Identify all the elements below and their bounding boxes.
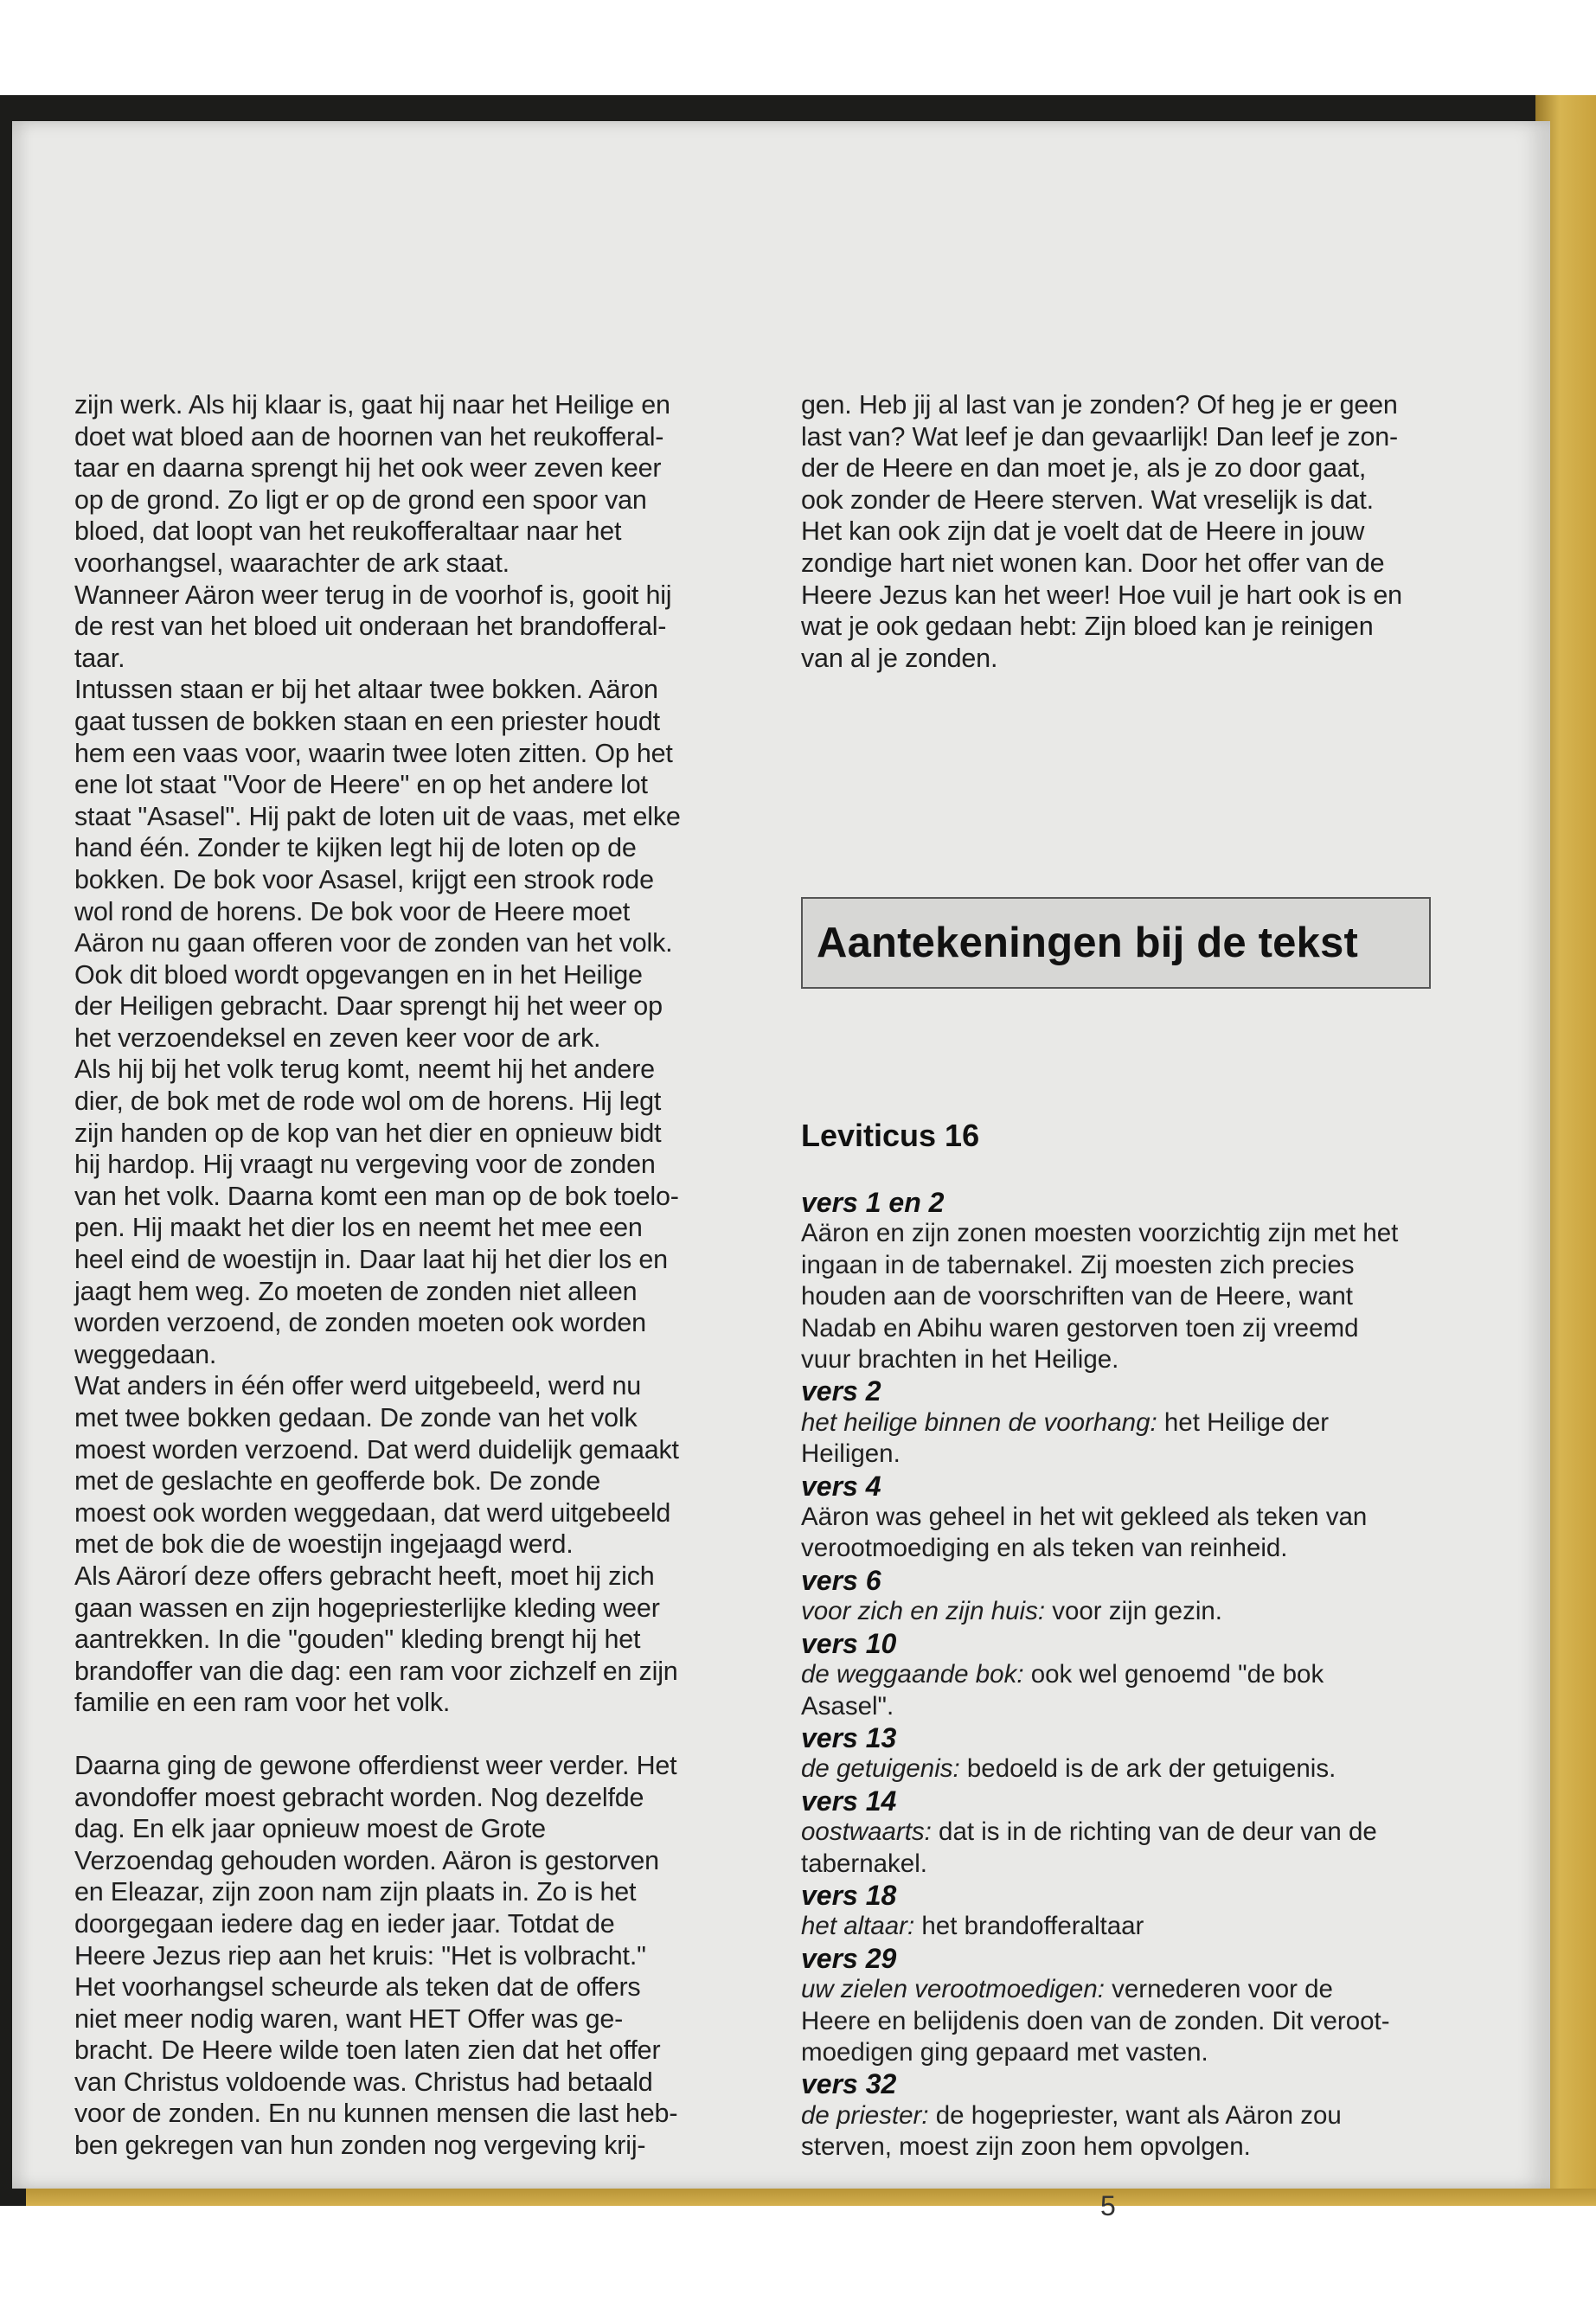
verse-note-text: de hogepriester, want als Aäron zou xyxy=(928,2100,1342,2130)
verse-note-text: Aäron en zijn zonen moesten voorzichtig zijn met het xyxy=(801,1219,1399,1248)
verse-term: het altaar: xyxy=(801,1912,915,1941)
text-line: niet meer nodig waren, want HET Offer was ge- xyxy=(74,2003,624,2034)
text-line: Ook dit bloed wordt opgevangen en in het Heilige xyxy=(74,959,643,990)
text-line: taar. xyxy=(74,643,125,673)
verse-note-line xyxy=(801,1407,1441,1439)
text-line: Wat anders in één offer werd uitgebeeld, werd nu xyxy=(74,1371,642,1401)
text-line: der de Heere en dan moet je, als je zo door gaat, xyxy=(801,453,1367,484)
text-line: Het kan ook zijn dat je voelt dat de Heere in jouw xyxy=(801,516,1365,547)
text-line: bloed, dat loopt van het reukofferaltaar naar het xyxy=(74,516,622,547)
verse-note-text: Heiligen. xyxy=(801,1439,901,1469)
verse-note-line xyxy=(801,1533,1441,1564)
text-line: hem een vaas voor, waarin twee loten zitten. Op het xyxy=(74,738,673,768)
verse-note-text: Asasel". xyxy=(801,1691,894,1721)
verse-term: uw zielen verootmoedigen: xyxy=(801,1975,1105,2004)
text-line: Aäron nu gaan offeren voor de zonden van het volk. xyxy=(74,928,673,958)
verse-note-line xyxy=(801,2037,1441,2068)
verse-note-line xyxy=(801,1753,1441,1785)
text-line: ben gekregen van hun zonden nog vergeving krij- xyxy=(74,2131,646,2161)
verse-label: vers 18 xyxy=(801,1879,897,1911)
text-line: moest worden verzoend. Dat werd duidelijk gemaakt xyxy=(74,1434,679,1465)
verse-note-text: Nadab en Abihu waren gestorven toen zij vreemd xyxy=(801,1313,1359,1343)
verse-term: het heilige binnen de voorhang: xyxy=(801,1407,1157,1437)
verse-term: de weggaande bok: xyxy=(801,1660,1024,1689)
verse-note-text: sterven, moest zijn zoon hem opvolgen. xyxy=(801,2132,1251,2162)
verse-note-line xyxy=(801,1344,1441,1375)
text-line: dag. En elk jaar opnieuw moest de Grote xyxy=(74,1814,546,1844)
verse-note-line xyxy=(801,1659,1441,1690)
text-line: aantrekken. In die "gouden" kleding brengt hij het xyxy=(74,1625,641,1655)
verse-note-text: dat is in de richting van de deur van de xyxy=(931,1817,1377,1847)
verse-note-text: voor zijn gezin. xyxy=(1045,1597,1222,1626)
text-line: weggedaan. xyxy=(74,1339,217,1369)
text-line: brandoffer van die dag: een ram voor zichzelf en zijn xyxy=(74,1656,678,1686)
text-line: wol rond de horens. De bok voor de Heere moet xyxy=(74,896,631,926)
book-cover-bottom-edge xyxy=(26,2189,1596,2206)
verse-note-line xyxy=(801,2006,1441,2037)
text-line: der Heiligen gebracht. Daar sprengt hij het weer op xyxy=(74,991,663,1022)
text-line: zijn werk. Als hij klaar is, gaat hij naar het Heilige en xyxy=(74,390,670,420)
text-line: zondige hart niet wonen kan. Door het offer van de xyxy=(801,548,1385,578)
verse-note-text: vuur brachten in het Heilige. xyxy=(801,1345,1119,1375)
verse-note-text: houden aan de voorschriften van de Heere, want xyxy=(801,1282,1353,1311)
verse-term: oostwaarts: xyxy=(801,1817,932,1847)
text-line: taar en daarna sprengt hij het ook weer zeven keer xyxy=(74,453,662,484)
verse-note-line xyxy=(801,1691,1441,1722)
text-line: avondoffer moest gebracht worden. Nog dezelfde xyxy=(74,1782,644,1812)
text-line: last van? Wat leef je dan gevaarlijk! Dan leef je zon- xyxy=(801,421,1398,452)
text-line: moest ook worden weggedaan, dat werd uitgebeeld xyxy=(74,1497,671,1528)
verse-label: vers 4 xyxy=(801,1470,881,1502)
left-paragraph-1 xyxy=(74,389,715,1719)
text-line: doet wat bloed aan de hoornen van het reukofferal- xyxy=(74,421,664,452)
verse-note-text: bedoeld is de ark der getuigenis. xyxy=(959,1754,1336,1784)
text-line: Als Aärorí deze offers gebracht heeft, moet hij zich xyxy=(74,1561,655,1591)
text-line: Het voorhangsel scheurde als teken dat de offers xyxy=(74,1972,641,2003)
verse-note-text: vernederen voor de xyxy=(1104,1975,1333,2004)
text-line: wat je ook gedaan hebt: Zijn bloed kan je reinigen xyxy=(801,612,1374,642)
verse-note-line xyxy=(801,1281,1441,1312)
text-line: heel eind de woestijn in. Daar laat hij het dier los en xyxy=(74,1245,668,1275)
verse-note-text: verootmoediging en als teken van reinheid. xyxy=(801,1534,1288,1563)
verse-term: de priester: xyxy=(801,2100,929,2130)
verse-note-line xyxy=(801,1313,1441,1344)
text-line: dier, de bok met de rode wol om de horens. Hij legt xyxy=(74,1086,662,1117)
verse-label: vers 2 xyxy=(801,1375,881,1407)
verse-label: vers 14 xyxy=(801,1785,897,1817)
text-line: met de geslachte en geofferde bok. De zonde xyxy=(74,1466,601,1497)
text-line: staat "Asasel". Hij pakt de loten uit de vaas, met elke xyxy=(74,801,681,831)
text-line: Heere Jezus kan het weer! Hoe vuil je hart ook is en xyxy=(801,580,1402,610)
verse-note-text: tabernakel. xyxy=(801,1849,927,1878)
verse-label: vers 10 xyxy=(801,1627,897,1659)
text-line: bokken. De bok voor Asasel, krijgt een strook rode xyxy=(74,864,654,894)
right-paragraph-1 xyxy=(801,389,1441,674)
verse-note-text: ingaan in de tabernakel. Zij moesten zich precies xyxy=(801,1250,1355,1279)
text-line: zijn handen op de kop van het dier en opnieuw bidt xyxy=(74,1118,662,1148)
verse-note-line xyxy=(801,1218,1441,1249)
text-line: pen. Hij maakt het dier los en neemt het mee een xyxy=(74,1213,643,1243)
text-line: van het volk. Daarna komt een man op de bok toelo- xyxy=(74,1181,679,1211)
text-line: Heere Jezus riep aan het kruis: "Het is volbracht." xyxy=(74,1940,646,1971)
verse-label: vers 13 xyxy=(801,1721,897,1753)
text-line: doorgegaan iedere dag en ieder jaar. Totdat de xyxy=(74,1908,615,1939)
verse-note-line xyxy=(801,1250,1441,1281)
text-line: met de bok die de woestijn ingejaagd werd. xyxy=(74,1529,574,1560)
verse-note-line xyxy=(801,1817,1441,1848)
text-line: hij hardop. Hij vraagt nu vergeving voor de zonden xyxy=(74,1150,656,1180)
verse-note-line xyxy=(801,1439,1441,1470)
verse-label: vers 1 en 2 xyxy=(801,1187,945,1218)
verse-note-line xyxy=(801,2131,1441,2163)
verse-note-text: moedigen ging gepaard met vasten. xyxy=(801,2037,1208,2067)
text-line: Als hij bij het volk terug komt, neemt hij het andere xyxy=(74,1054,655,1085)
text-line: van al je zonden. xyxy=(801,643,998,673)
text-line: familie en een ram voor het volk. xyxy=(74,1688,451,1718)
text-line: van Christus voldoende was. Christus had betaald xyxy=(74,2067,653,2097)
verse-note-text: het Heilige der xyxy=(1157,1407,1330,1437)
verse-note-line xyxy=(801,1502,1441,1533)
page-number: 5 xyxy=(1100,2190,1116,2221)
text-line: ene lot staat "Voor de Heere" en op het andere lot xyxy=(74,770,648,800)
verse-note-line xyxy=(801,1849,1441,1880)
verse-note-line xyxy=(801,2100,1441,2131)
verse-label: vers 6 xyxy=(801,1564,881,1596)
text-line: hand één. Zonder te kijken legt hij de loten op de xyxy=(74,833,637,863)
right-column-top xyxy=(801,389,1441,674)
section-title: Leviticus 16 xyxy=(801,1118,980,1153)
text-line: voor de zonden. En nu kunnen mensen die last heb- xyxy=(74,2099,678,2129)
text-line: jaagt hem weg. Zo moeten de zonden niet alleen xyxy=(74,1276,638,1306)
left-column xyxy=(74,389,715,2162)
verse-note-text: Aäron was geheel in het wit gekleed als teken van xyxy=(801,1503,1368,1532)
text-line: Daarna ging de gewone offerdienst weer verder. Het xyxy=(74,1750,677,1780)
text-line: Verzoendag gehouden worden. Aäron is gestorven xyxy=(74,1845,659,1875)
verse-notes xyxy=(801,1187,1441,2163)
verse-label: vers 32 xyxy=(801,2068,897,2100)
verse-term: de getuigenis: xyxy=(801,1754,960,1784)
verse-note-text: ook wel genoemd "de bok xyxy=(1023,1660,1324,1689)
text-line: en Eleazar, zijn zoon nam zijn plaats in. Zo is het xyxy=(74,1877,637,1907)
text-line: de rest van het bloed uit onderaan het brandofferal- xyxy=(74,612,667,642)
left-paragraph-2 xyxy=(74,1750,715,2162)
text-line: gaat tussen de bokken staan en een priester houdt xyxy=(74,706,660,736)
verse-note-text: Heere en belijdenis doen van de zonden. Dit veroot- xyxy=(801,2006,1390,2035)
text-line: voorhangsel, waarachter de ark staat. xyxy=(74,548,510,578)
text-line: Intussen staan er bij het altaar twee bokken. Aäron xyxy=(74,675,658,705)
text-line: worden verzoend, de zonden moeten ook worden xyxy=(74,1308,646,1338)
verse-note-line xyxy=(801,1596,1441,1627)
book-page xyxy=(12,121,1550,2221)
notes-heading-box xyxy=(801,897,1431,989)
verse-note-line xyxy=(801,1974,1441,2005)
verse-label: vers 29 xyxy=(801,1942,897,1974)
verse-note-line xyxy=(801,1911,1441,1942)
text-line: met twee bokken gedaan. De zonde van het volk xyxy=(74,1403,638,1433)
verse-term: voor zich en zijn huis: xyxy=(801,1597,1046,1626)
notes-heading: Aantekeningen bij de tekst xyxy=(817,920,1359,966)
text-line: ook zonder de Heere sterven. Wat vreselijk is dat. xyxy=(801,484,1374,515)
text-line: het verzoendeksel en zeven keer voor de ark. xyxy=(74,1022,601,1053)
text-line: bracht. De Heere wilde toen laten zien dat het offer xyxy=(74,2035,661,2066)
text-line: Wanneer Aäron weer terug in de voorhof is, gooit hij xyxy=(74,580,672,610)
text-line: gaan wassen en zijn hogepriesterlijke kleding weer xyxy=(74,1593,660,1623)
text-line: gen. Heb jij al last van je zonden? Of heg je er geen xyxy=(801,390,1398,420)
verse-note-text: het brandofferaltaar xyxy=(914,1912,1144,1941)
text-line: op de grond. Zo ligt er op de grond een spoor van xyxy=(74,484,647,515)
